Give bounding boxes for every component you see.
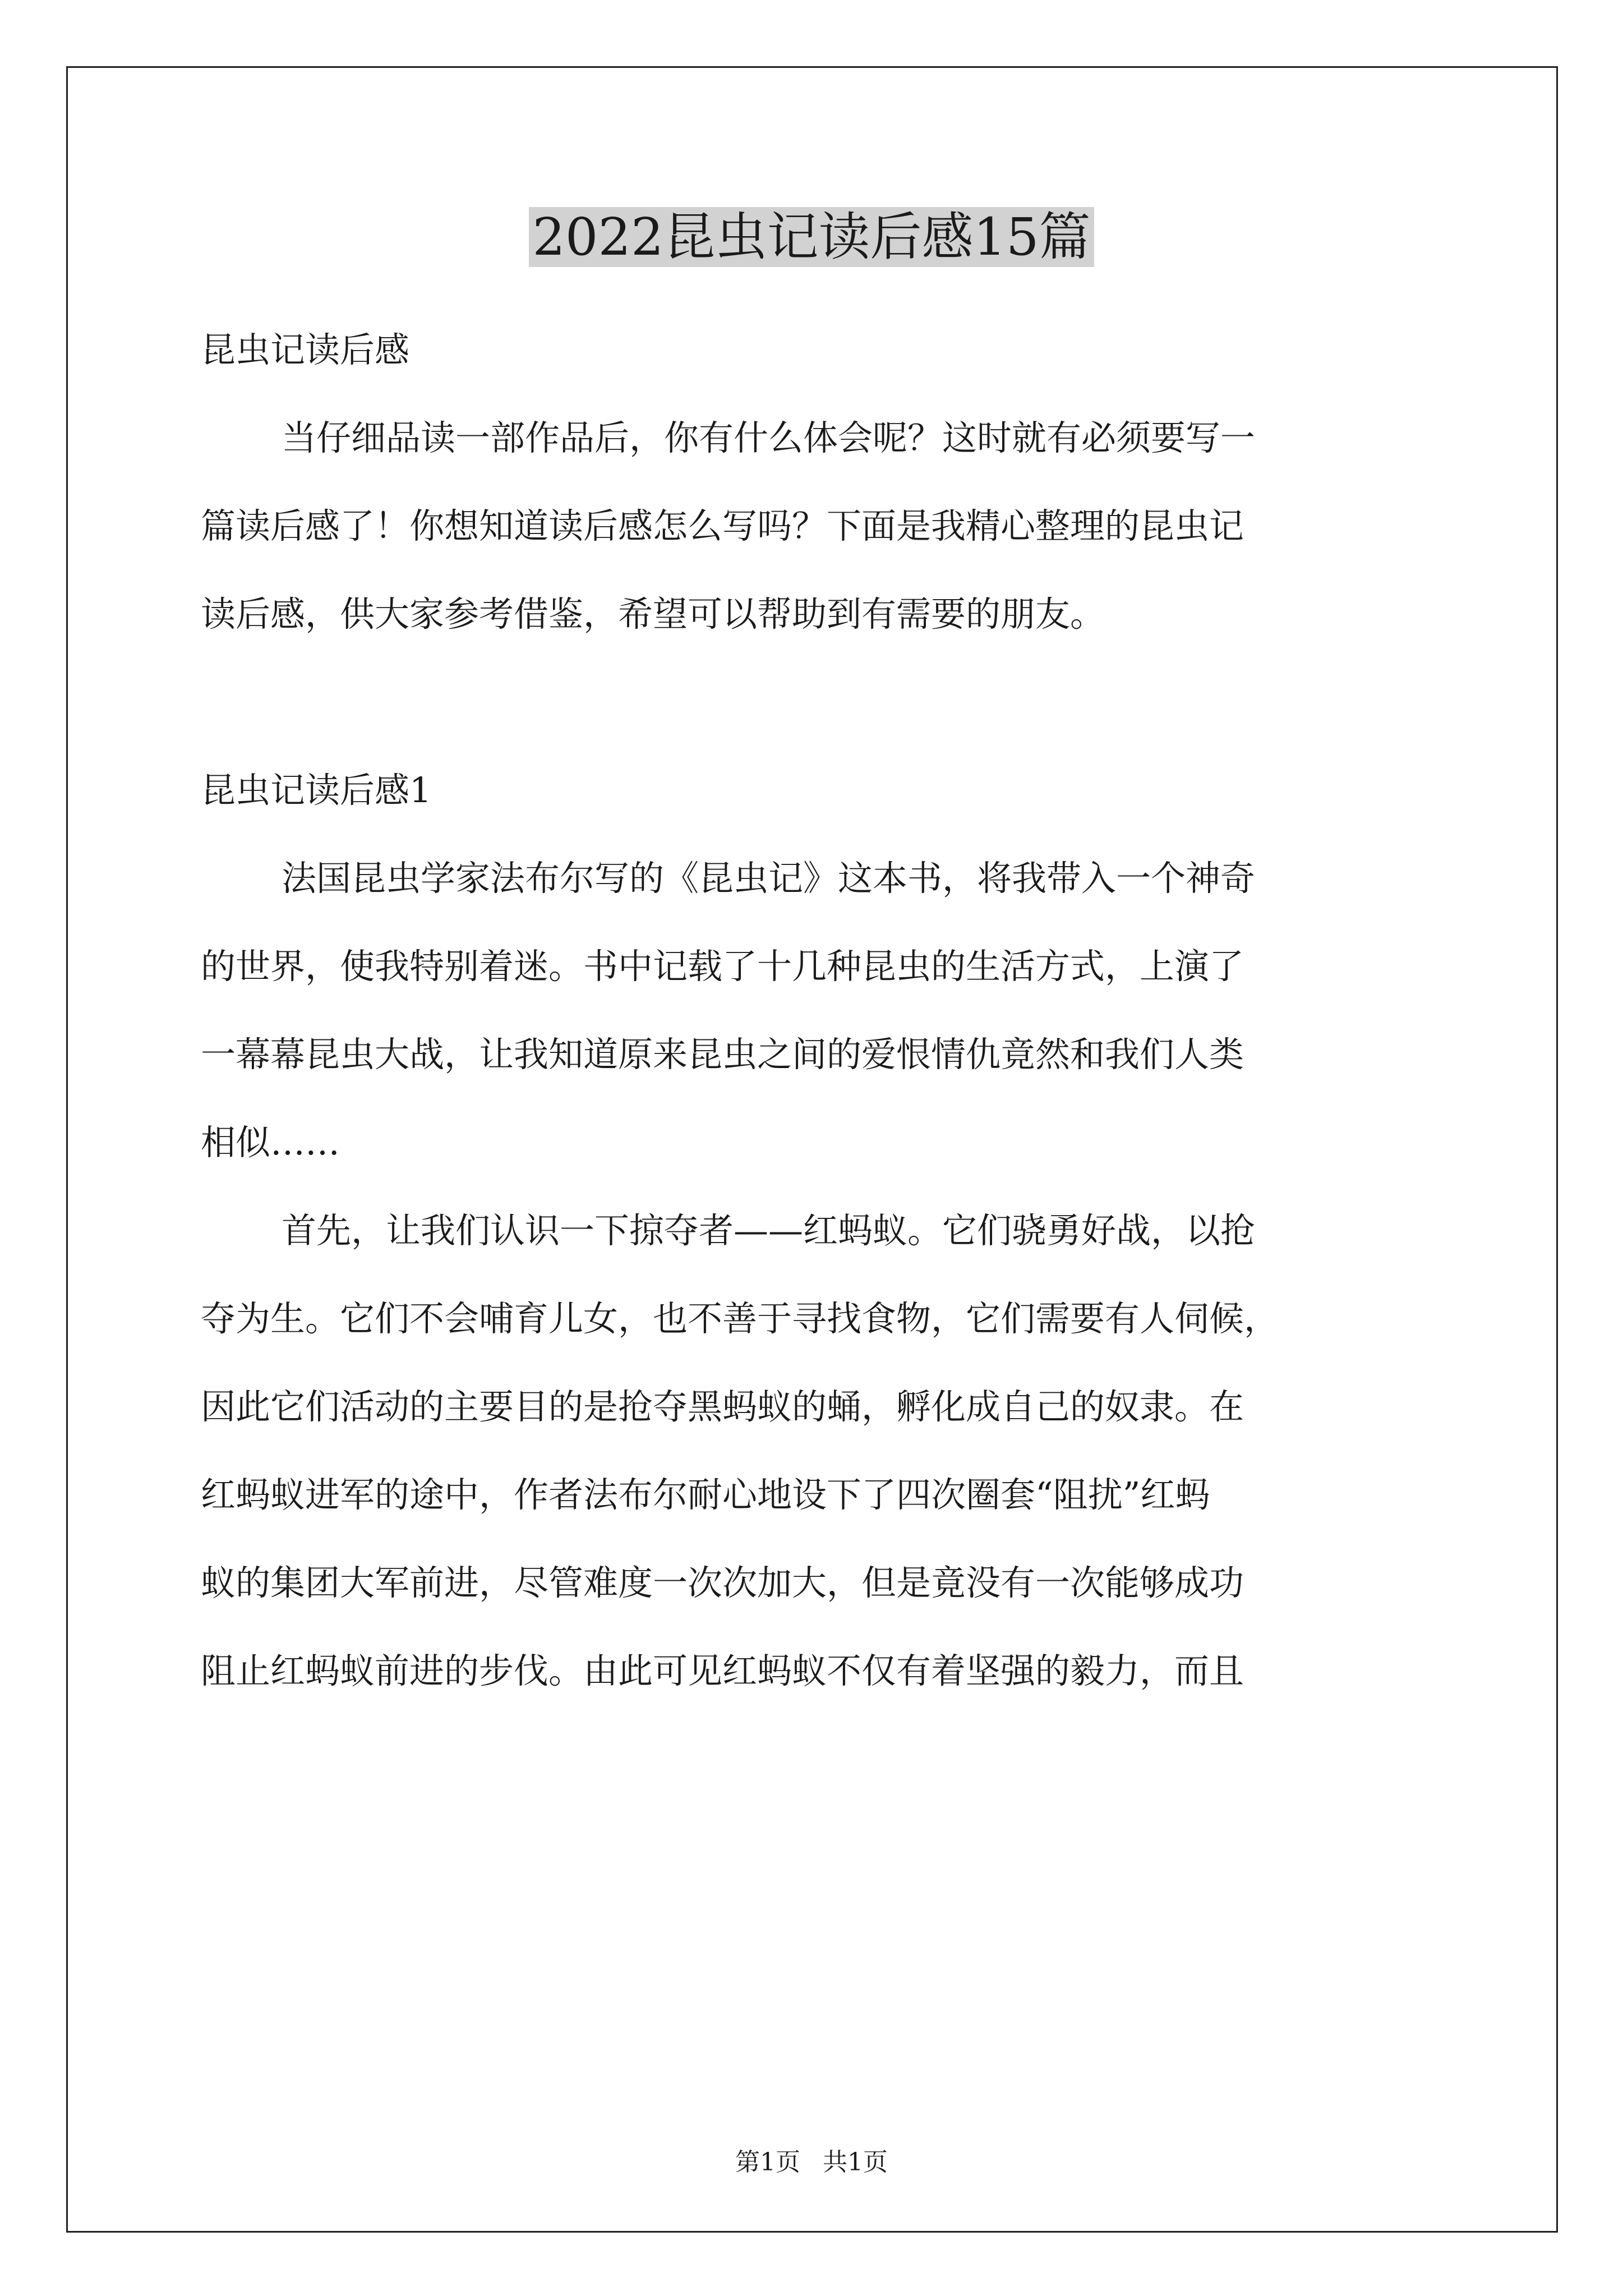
text-line: 法国昆虫学家法布尔写的《昆虫记》这本书，将我带入一个神奇 (282, 858, 1256, 899)
text-line: 夺为生。它们不会哺育儿女，也不善于寻找食物，它们需要有人伺候， (201, 1298, 1279, 1339)
text-line: 红蚂蚁进军的途中，作者法布尔耐心地设下了四次圈套“阻扰”红蚂 (201, 1474, 1210, 1515)
page-number: 第1页 (735, 2148, 800, 2177)
document-title: 2022昆虫记读后感15篇 (0, 201, 1623, 274)
blank-line (201, 658, 1432, 746)
text-line: 昆虫记读后感 (201, 329, 410, 370)
text-line: 相似…… (201, 1122, 340, 1163)
page-footer (0, 2146, 1623, 2179)
text-line: 首先，让我们认识一下掠夺者——红蚂蚁。它们骁勇好战，以抢 (282, 1210, 1256, 1251)
text-line: 蚁的集团大军前进，尽管难度一次次加大，但是竟没有一次能够成功 (201, 1562, 1244, 1603)
text-line: 阻止红蚂蚁前进的步伐。由此可见红蚂蚁不仅有着坚强的毅力，而且 (201, 1650, 1244, 1691)
text-line: 读后感，供大家参考借鉴，希望可以帮助到有需要的朋友。 (201, 593, 1105, 634)
text-line: 昆虫记读后感1 (201, 770, 432, 811)
text-line: 一幕幕昆虫大战，让我知道原来昆虫之间的爱恨情仇竟然和我们人类 (201, 1034, 1244, 1075)
page-total: 共1页 (823, 2148, 888, 2177)
text-line: 篇读后感了！你想知道读后感怎么写吗？下面是我精心整理的昆虫记 (201, 505, 1244, 546)
text-line: 的世界，使我特别着迷。书中记载了十几种昆虫的生活方式，上演了 (201, 946, 1244, 987)
text-line: 当仔细品读一部作品后，你有什么体会呢？这时就有必须要写一 (282, 417, 1256, 458)
text-line: 因此它们活动的主要目的是抢夺黑蚂蚁的蛹，孵化成自己的奴隶。在 (201, 1386, 1244, 1427)
document-body (201, 306, 1432, 1715)
